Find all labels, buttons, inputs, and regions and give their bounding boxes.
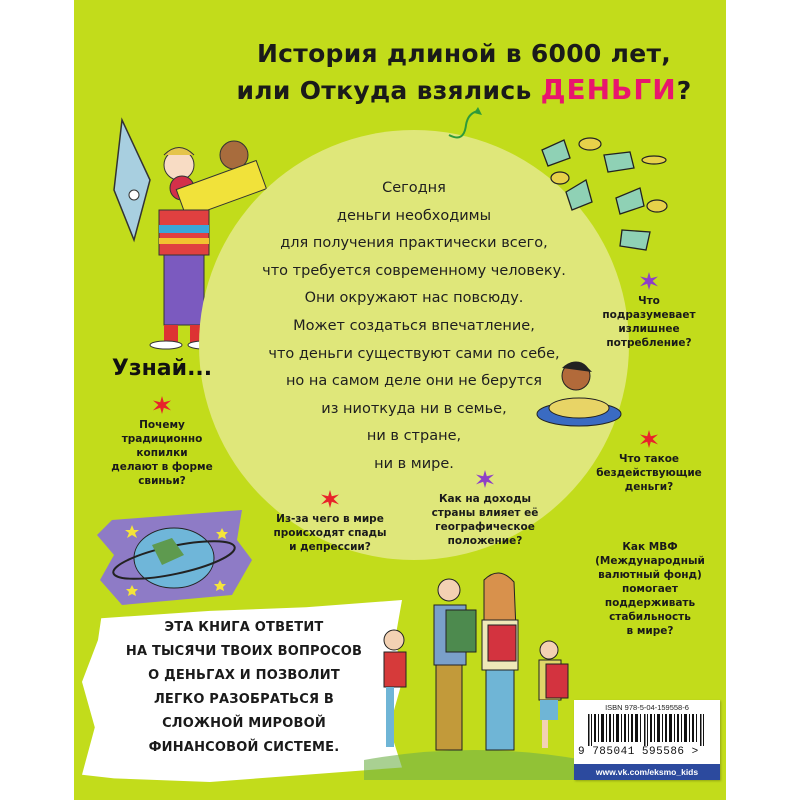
- title-line-2: или Откуда взялись ДЕНЬГИ?: [236, 73, 692, 106]
- swirl-arrow-icon: [444, 105, 484, 145]
- question-geography-income: Как на доходы страны влияет её географическое положение?: [420, 470, 550, 548]
- planet-with-money-illustration: [92, 500, 252, 610]
- learn-heading: Узнай...: [111, 356, 213, 381]
- purple-star-icon: [476, 470, 494, 488]
- red-star-icon: [153, 396, 171, 414]
- purple-star-icon: [640, 272, 658, 290]
- intro-text: Сегодня деньги необходимы для получения практически всего, что требуется современному человеку. Они окружают нас повсюду. Может создаться впечатление, что деньги существуют сами по себе, но на самом деле они не берутся из ниоткуда ни в семье, ни в стране, ни в мире.: [262, 180, 566, 472]
- question-imf: Как МВФ (Международный валютный фонд) помогает поддерживать стабильность в мире?: [595, 541, 705, 637]
- publisher-url[interactable]: www.vk.com/eksmo_kids: [574, 764, 720, 780]
- ean-number: 9 785041 595586 >: [578, 746, 699, 758]
- question-idle-money: Что такое бездействующие деньги?: [590, 430, 708, 494]
- man-with-coins-illustration: [534, 358, 624, 430]
- cover-title: [224, 36, 704, 109]
- title-accent-word: ДЕНЬГИ: [540, 73, 677, 106]
- red-star-icon: [640, 430, 658, 448]
- barcode-icon: [588, 714, 706, 746]
- book-back-cover: [74, 0, 726, 800]
- title-line-1: История длиной в 6000 лет,: [256, 39, 672, 68]
- barcode-label: [574, 700, 720, 780]
- question-piggy-bank: Почему традиционно копилки делают в форме свиньи?: [98, 396, 226, 488]
- flying-banknotes-illustration: [534, 130, 694, 260]
- red-star-icon: [321, 490, 339, 508]
- callout-text: ЭТА КНИГА ОТВЕТИТ НА ТЫСЯЧИ ТВОИХ ВОПРОСОВ О ДЕНЬГАХ И ПОЗВОЛИТ ЛЕГКО РАЗОБРАТЬСЯ В СЛОЖНОЙ МИРОВОЙ ФИНАНСОВОЙ СИСТЕМЕ.: [125, 620, 363, 755]
- family-with-backpacks-illustration: [364, 560, 584, 780]
- question-recessions: Из-за чего в мире происходят спады и депрессии?: [260, 490, 400, 554]
- question-excessive-consumption: Что подразумевает излишнее потребление?: [594, 272, 704, 350]
- isbn-text: ISBN 978-5-04-159558-6: [605, 703, 689, 712]
